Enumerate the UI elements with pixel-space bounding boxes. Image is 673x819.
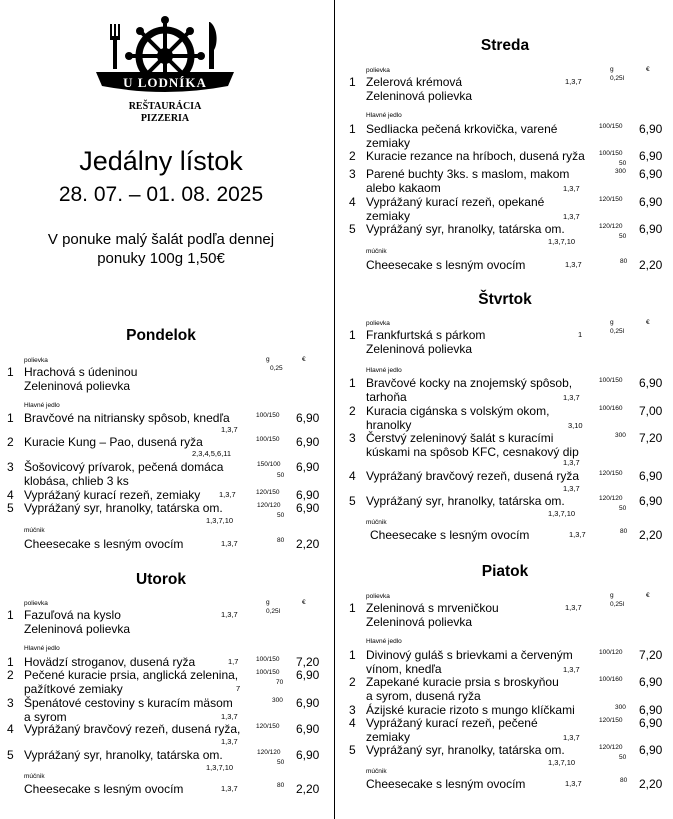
dish-portion: 100/160 [599,405,623,412]
allergens: 1,3,7 [221,425,238,434]
dish-price: 2,20 [296,782,320,796]
allergens: 1,3,7 [565,260,582,269]
dish-portion: 100/160 [599,676,623,683]
dish-portion: 120/150 [256,723,280,730]
item-number: 1 [7,411,14,425]
page-title: Jedálny lístok [79,146,243,176]
dish-name-line2: zemiaky [366,136,411,150]
allergens: 1,3,7 [563,393,580,402]
dish-price: 6,90 [639,149,663,163]
dish-portion: 50 [619,754,627,761]
dish-name-line2: a syrom [24,710,67,724]
item-number: 5 [349,743,356,757]
soup-name: Zeleninová polievka [366,615,473,629]
dish-portion: 100/150 [599,377,623,384]
item-number: 4 [7,488,14,502]
soup-name: Hrachová s údeninou [24,365,138,379]
dish-portion: 120/120 [257,502,281,509]
dish-portion: 300 [615,704,626,711]
item-number: 5 [7,501,14,515]
dish-name: Hovädzí stroganov, dusená ryža [24,655,196,669]
soup-portion: 0,25 [270,365,283,372]
dish-portion: 70 [276,679,284,686]
svg-text:PIZZERIA: PIZZERIA [140,113,190,124]
dish-portion: 120/120 [599,223,623,230]
item-number: 1 [349,122,356,136]
allergens: 1,3,7 [221,539,238,548]
dish-portion: 100/150 [256,656,280,663]
item-number: 2 [349,404,356,418]
dish-price: 6,90 [639,743,663,757]
dish-name: Čerstvý zeleninový šalát s kuracími [366,431,554,445]
euro-header: € [646,592,650,599]
item-number: 1 [349,376,356,390]
dish-portion: 100/150 [256,436,280,443]
dessert-name: Cheesecake s lesným ovocím [24,782,184,796]
dish-price: 6,90 [296,501,320,515]
allergens: 1,3,7,10 [206,763,234,772]
item-number: 2 [7,435,14,449]
dish-name: Vyprážaný syr, hranolky, tatárska om. [366,494,565,508]
item-number: 3 [349,431,356,445]
date-range: 28. 07. – 01. 08. 2025 [58,183,264,206]
item-number: 2 [349,675,356,689]
dish-name: Vyprážaný syr, hranolky, tatárska om. [366,222,565,236]
dish-portion: 50 [277,472,285,479]
dish-price: 6,90 [639,703,663,717]
knife-icon [209,22,217,69]
dish-portion: 120/150 [599,196,623,203]
day-heading-streda: Streda [480,37,530,54]
dish-portion: 300 [615,432,626,439]
allergens: 1,3,7 [563,665,580,674]
dish-name-line2: klobása, chlieb 3 ks [24,474,129,488]
fork-icon [110,24,120,69]
allergens: 1,3,7 [221,784,238,793]
flour-label: múčnik [366,519,387,526]
allergens: 1,3,7 [219,490,236,499]
dish-name-line2: kúskami na spôsob KFC, cesnakový dip [366,445,579,459]
allergens: 1,3,7 [565,77,582,86]
dish-name: Vyprážaný bravčový rezeň, dusená ryža, [24,722,241,736]
item-number: 4 [7,722,14,736]
allergens: 1,3,7 [563,733,580,742]
dish-portion: 100/150 [256,412,280,419]
item-number: 3 [7,696,14,710]
item-number: 1 [7,365,14,379]
item-number: 5 [349,222,356,236]
dish-name: Vyprážaný bravčový rezeň, dusená ryža [366,469,579,483]
gram-header: g [610,319,614,326]
dish-name: Vyprážaný kurací rezeň, pečené [366,716,538,730]
dish-portion: 120/120 [599,495,623,502]
item-number: 1 [7,655,14,669]
dish-price: 6,90 [639,494,663,508]
dessert-name: Cheesecake s lesným ovocím [366,777,526,791]
item-number: 2 [7,668,14,682]
dish-portion: 120/120 [599,744,623,751]
dish-price: 6,90 [296,696,320,710]
item-number: 4 [349,469,356,483]
allergens: 1,3,7 [569,530,586,539]
day-heading-utorok: Utorok [136,571,186,588]
dish-name: Bravčové na nitriansky spôsob, knedľa [24,411,230,425]
soup-label: polievka [24,357,48,364]
dish-name: Špenátové cestoviny s kuracím mäsom [24,696,233,710]
gram-header: g [266,599,270,606]
main-label: Hlavné jedlo [366,638,402,645]
dish-portion: 100/150 [599,150,623,157]
euro-header: € [302,599,306,606]
dish-portion: 300 [272,697,283,704]
soup-name: Zeleninová s mrveničkou [366,601,499,615]
dish-name: Ázijské kuracie rizoto s mungo klíčkami [366,703,575,717]
svg-text:U LODNÍKA: U LODNÍKA [123,75,207,90]
dish-name: Vyprážaný kurací rezeň, opekané [366,195,545,209]
dish-price: 7,20 [639,431,663,445]
item-number: 2 [349,149,356,163]
item-number: 3 [349,703,356,717]
dish-price: 2,20 [639,777,663,791]
dish-price: 6,90 [296,668,320,682]
allergens: 7 [236,684,241,693]
soup-name: Zelerová krémová [366,75,463,89]
dish-portion: 80 [277,782,285,789]
dish-portion: 50 [619,505,627,512]
main-label: Hlavné jedlo [366,367,402,374]
item-number: 1 [349,648,356,662]
item-number: 4 [349,195,356,209]
soup-name: Zeleninová polievka [366,342,473,356]
item-number: 5 [7,748,14,762]
main-label: Hlavné jedlo [24,645,60,652]
day-heading-pondelok: Pondelok [126,327,196,344]
allergens: 1,3,7 [563,184,580,193]
dish-name-line2: zemiaky [366,209,411,223]
item-number: 3 [349,167,356,181]
dish-name: Vyprážaný syr, hranolky, tatárska om. [366,743,565,757]
dish-price: 6,90 [639,469,663,483]
dish-name-line2: pažítkové zemiaky [24,682,123,696]
item-number: 3 [7,460,14,474]
item-number: 1 [349,328,356,342]
salad-note-1: V ponuke malý šalát podľa dennej [47,231,275,248]
flour-label: múčnik [366,768,387,775]
dish-name: Divinový guláš s brievkami a červeným [366,648,573,662]
dish-portion: 100/120 [599,649,623,656]
item-number: 1 [349,75,356,89]
dish-name-line2: hranolky [366,418,412,432]
dish-price: 6,90 [639,122,663,136]
dish-portion: 100/150 [256,669,280,676]
dish-price: 7,20 [639,648,663,662]
soup-portion: 0,25l [610,601,625,608]
salad-note-2: ponuky 100g 1,50€ [97,250,225,267]
allergens: 1,3,7,10 [548,237,576,246]
soup-portion: 0,25l [610,75,625,82]
dish-name: Vyprážaný kurací rezeň, zemiaky [24,488,201,502]
dish-name-line2: a syrom, dusená ryža [366,689,481,703]
item-number: 1 [7,608,14,622]
dish-price: 6,90 [296,460,320,474]
dish-name-line2: tarhoňa [366,390,407,404]
allergens: 1,3,7 [563,212,580,221]
dish-price: 6,90 [639,376,663,390]
dish-name: Vyprážaný syr, hranolky, tatárska om. [24,748,223,762]
dish-portion: 80 [620,258,628,265]
soup-portion: 0,25l [266,608,281,615]
dish-portion: 120/150 [256,489,280,496]
flour-label: múčnik [24,527,45,534]
allergens: 1,3,7 [221,610,238,619]
dish-portion: 50 [619,233,627,240]
dish-portion: 120/120 [257,749,281,756]
flour-label: múčnik [24,773,45,780]
allergens: 2,3,4,5,6,11 [192,449,232,458]
dish-portion: 300 [615,168,626,175]
dish-name: Kuracie rezance na hríboch, dusená ryža [366,149,585,163]
dish-portion: 50 [277,759,285,766]
soup-name: Zeleninová polievka [24,622,131,636]
day-heading-stvrtok: Štvrtok [478,291,532,308]
dish-portion: 150/100 [257,461,281,468]
dish-price: 6,90 [296,488,320,502]
flour-label: múčnik [366,248,387,255]
day-heading-piatok: Piatok [481,563,529,580]
dish-price: 6,90 [639,675,663,689]
dish-name: Kuracie Kung – Pao, dusená ryža [24,435,203,449]
soup-label: polievka [366,320,390,327]
gram-header: g [610,66,614,73]
dish-portion: 80 [620,528,628,535]
soup-name: Zeleninová polievka [24,379,131,393]
dessert-name: Cheesecake s lesným ovocím [366,258,526,272]
dish-price: 6,90 [639,716,663,730]
main-label: Hlavné jedlo [24,402,60,409]
dish-portion: 120/150 [599,717,623,724]
dish-name: Pečené kuracie prsia, anglická zelenina, [24,668,239,682]
dish-price: 2,20 [639,258,663,272]
dish-price: 6,90 [296,435,320,449]
dish-price: 7,20 [296,655,320,669]
soup-label: polievka [366,593,390,600]
soup-label: polievka [366,67,390,74]
dish-portion: 100/150 [599,123,623,130]
allergens: 1,3,7 [565,603,582,612]
dish-price: 6,90 [296,748,320,762]
allergens: 1 [578,330,583,339]
dessert-name: Cheesecake s lesným ovocím [370,528,530,542]
dish-price: 2,20 [296,537,320,551]
dish-price: 6,90 [296,411,320,425]
dish-name: Kuracia cigánska s volským okom, [366,404,550,418]
dish-price: 2,20 [639,528,663,542]
dish-name: Parené buchty 3ks. s maslom, makom [366,167,570,181]
svg-text:REŠTAURÁCIA: REŠTAURÁCIA [128,101,202,112]
dish-portion: 80 [620,777,628,784]
euro-header: € [646,66,650,73]
dish-portion: 120/150 [599,470,623,477]
soup-name: Frankfurtská s párkom [366,328,486,342]
gram-header: g [610,592,614,599]
allergens: 1,3,7 [563,458,580,467]
soup-label: polievka [24,600,48,607]
dish-name-line2: vínom, knedľa [366,662,442,676]
allergens: 1,7 [228,657,239,666]
allergens: 1,3,7 [565,779,582,788]
soup-name: Zeleninová polievka [366,89,473,103]
main-label: Hlavné jedlo [366,112,402,119]
soup-portion: 0,25l [610,328,625,335]
column-divider [334,0,335,819]
dessert-name: Cheesecake s lesným ovocím [24,537,184,551]
dish-name-line2: zemiaky [366,730,411,744]
allergens: 1,3,7,10 [548,758,576,767]
dish-portion: 50 [619,160,627,167]
dish-portion: 50 [277,512,285,519]
euro-header: € [646,319,650,326]
dish-price: 6,90 [639,167,663,181]
dish-price: 7,00 [639,404,663,418]
gram-header: g [266,356,270,363]
dish-price: 6,90 [639,195,663,209]
dish-price: 6,90 [639,222,663,236]
dish-name: Bravčové kocky na znojemský spôsob, [366,376,573,390]
dish-name: Zapekané kuracie prsia s broskyňou [366,675,559,689]
allergens: 1,3,7 [221,737,238,746]
item-number: 4 [349,716,356,730]
allergens: 1,3,7,10 [548,509,576,518]
allergens: 1,3,7 [221,712,238,721]
allergens: 3,10 [568,421,583,430]
restaurant-logo [90,14,240,129]
dish-name: Šošovicový prívarok, pečená domáca [24,460,224,474]
item-number: 5 [349,494,356,508]
euro-header: € [302,356,306,363]
item-number: 1 [349,601,356,615]
allergens: 1,3,7,10 [206,516,234,525]
dish-name-line2: alebo kakaom [366,181,441,195]
dish-name: Sedliacka pečená krkovička, varené [366,122,558,136]
dish-portion: 80 [277,537,285,544]
soup-name: Fazuľová na kyslo [24,608,121,622]
dish-price: 6,90 [296,722,320,736]
allergens: 1,3,7 [563,484,580,493]
dish-name: Vyprážaný syr, hranolky, tatárska om. [24,501,223,515]
